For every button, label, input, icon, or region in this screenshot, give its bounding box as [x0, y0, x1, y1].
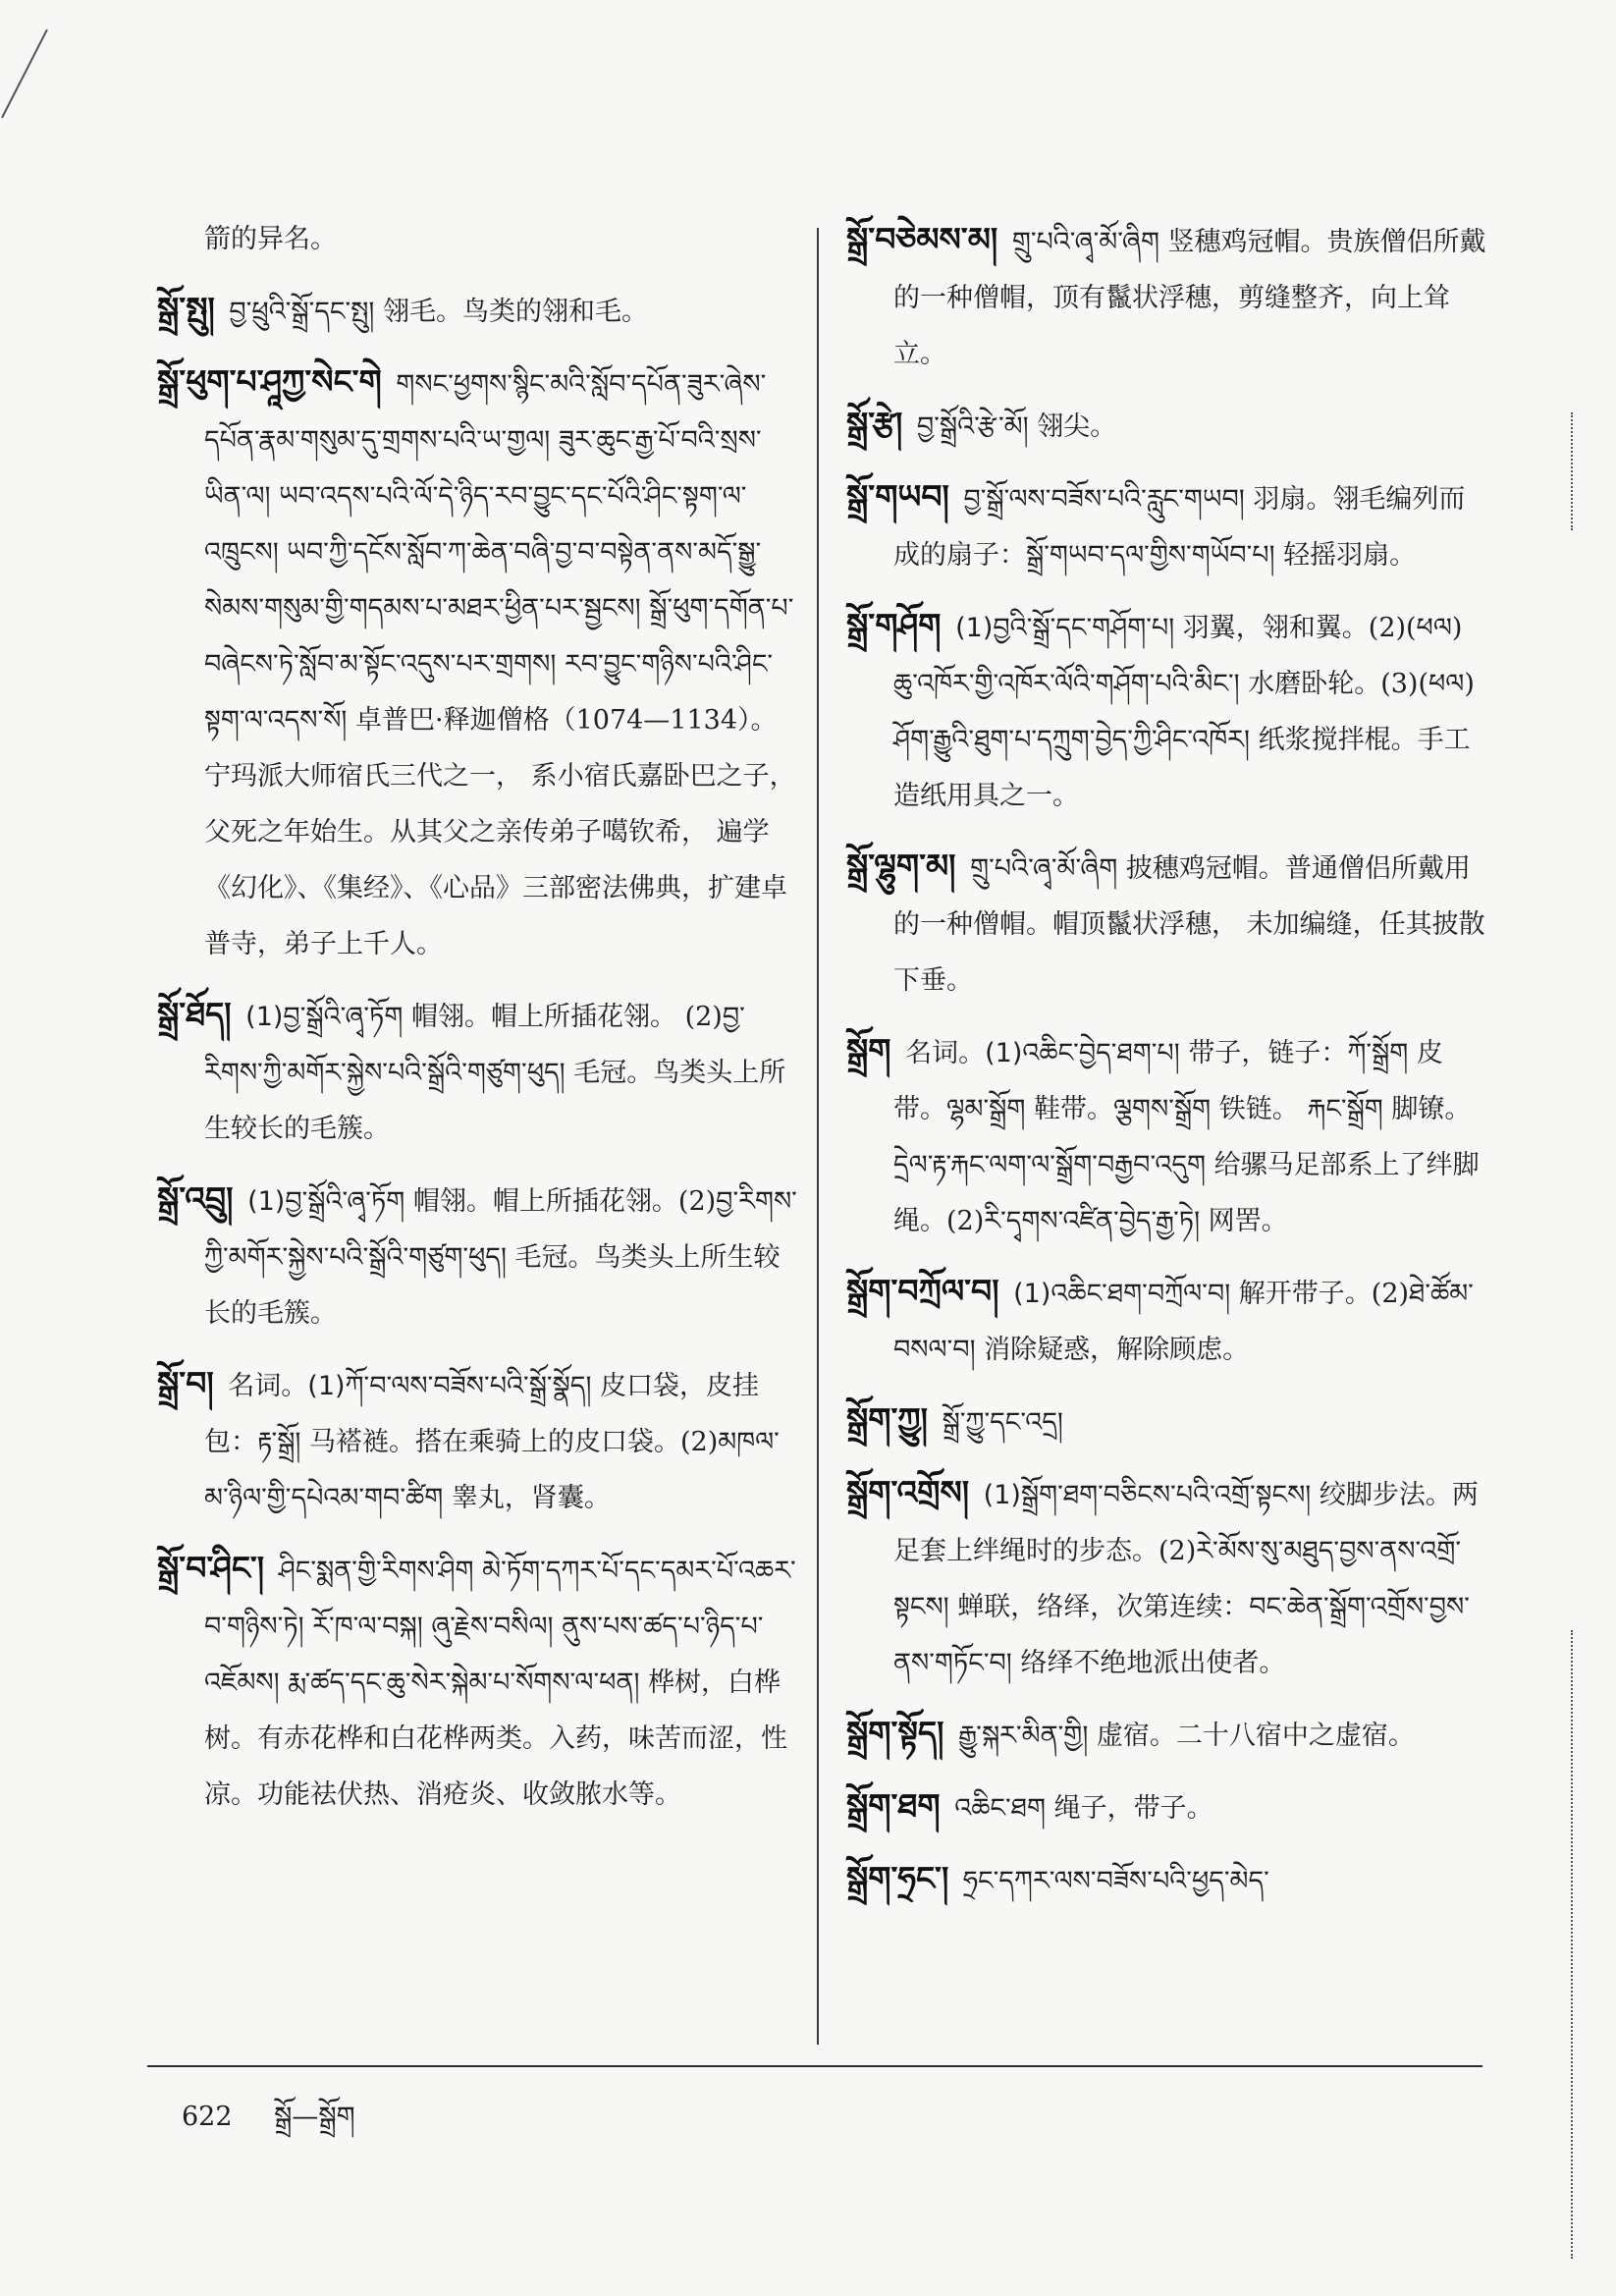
- tibetan-definition: གསང་ཕྱགས་སྙིང་མའི་སློབ་དཔོན་ཟུར་ཞེས་དཔོན་རྣམ་གསུམ་དུ་གྲགས་པའི་ཡ་གྱལ། ཟུར་ཆུང་རྒྱ་པོ་བའི་སྲས་ཡིན་ལ། ཡབ་འདས་པའི་ལོ་དེ་ཉིད་རབ་བྱུང་དང་པོའི་ཤིང་སྟག་ལ་འཁྲུངས། ཡབ་ཀྱི་དངོས་སློབ་ཀ་ཆེན་བཞི་བྱ་བ་བསྟེན་ནས་མདོ་སྒྱུ་སེམས་གསུམ་གྱི་གདམས་པ་མཐར་ཕྱིན་པར་སྦྱངས། སྒྲོ་ཕུག་དགོན་པ་བཞེངས་ཏེ་སློབ་མ་སྟོང་འདུས་པར་གྲགས། རབ་བྱུང་གཉིས་པའི་ཤིང་སྟག་ལ་འདས་སོ།: [204, 369, 794, 736]
- headword: སྒྲོག་སྟོད།: [846, 1714, 944, 1752]
- tibetan-definition: གྲུ་པའི་ཞྭ་མོ་ཞིག: [1011, 227, 1159, 257]
- column-divider: [817, 228, 819, 2045]
- headword: སྒྲོག་ཀྱུ།: [846, 1400, 928, 1439]
- chinese-definition: 羽扇。翎毛编列而成的扇子：སྒྲོ་གཡབ་དལ་གྱིས་གཡོབ་པ། 轻摇羽扇。: [893, 484, 1466, 571]
- dictionary-entry: [846, 211, 1489, 382]
- dictionary-entry: [846, 1705, 1489, 1764]
- chinese-definition: 帽翎。帽上所插花翎。 (2)བྱ་རིགས་ཀྱི་མགོར་སྐྱེས་པའི་སྒྲོའི་གཙུག་ཕུད། 毛冠。鸟类头上所生较长的毛簇。: [204, 1002, 786, 1144]
- chinese-definition: 桦树，白桦树。有赤花桦和白花桦两类。入药，味苦而涩，性凉。功能祛伏热、消疮炎、收敛脓水等。: [204, 1667, 787, 1810]
- headword: སྒྲོག་འགྲོས།: [846, 1473, 970, 1511]
- chinese-definition: 卓普巴·释迦僧格（1074—1134）。宁玛派大师宿氏三代之一， 系小宿氏嘉卧巴之子，父死之年始生。从其父之亲传弟子噶钦希， 遍学《幻化》、《集经》、《心品》三部密法佛典，扩建卓普寺，弟子上千人。: [204, 705, 796, 959]
- tibetan-definition: (1)བྱ་སྒྲོའི་ཞྭ་ཏོག: [245, 1002, 404, 1032]
- tibetan-definition: ཧྲང་དཀར་ལས་བཟོས་པའི་ཕྱད་མེད་: [962, 1866, 1269, 1896]
- tibetan-definition: བྱ་སྒྲོའི་རྩེ་མོ།: [916, 411, 1029, 442]
- headword: སྒྲོ་བ།: [157, 1364, 214, 1402]
- headword: སྒྲོ་ལྷུག་མ།: [846, 847, 956, 885]
- right-column: [846, 211, 1489, 1923]
- dictionary-entry: [846, 1263, 1489, 1378]
- chinese-definition: 带子，链子：ཀོ་སྒྲོག 皮带。ལྷམ་སྒྲོག 鞋带。ལྕགས་སྒྲོག 铁链。 རྐང་སྒྲོག 脚镣。 དྲེལ་རྟ་རྐང་ལག་ལ་སྒྲོག་བརྒྱབ་འདུག 给骡马足部系上了绊脚绳。(2)རི་དྭགས་འཛིན་བྱེད་རྒྱ་ཏེ། 网罟。: [893, 1038, 1480, 1236]
- headword: སྒྲོ་ཕུག་པ་ཤཱཀྱ་སེང་གེ: [157, 362, 382, 401]
- dictionary-entry: [846, 1392, 1489, 1450]
- headword: སྒྲོ་གཡབ།: [846, 477, 949, 516]
- tibetan-definition: 名词。(1)ཀོ་བ་ལས་བཟོས་པའི་སྒྲོ་སྣོད།: [228, 1371, 592, 1401]
- chinese-definition: 虚宿。二十八宿中之虚宿。: [1096, 1721, 1415, 1751]
- tibetan-definition: ཤིང་སྨན་གྱི་རིགས་ཤིག མེ་ཏོག་དཀར་པོ་དང་དམར་པོ་འཆར་བ་གཉིས་ཏེ། རོ་ཁ་ལ་བསྐ། ཞུ་རྗེས་བསིལ། ནུས་པས་ཚད་པ་ཉིད་པ་འཇོམས། རྨ་ཚད་དང་ཆུ་སེར་སྐེམ་པ་སོགས་ལ་ཕན།: [204, 1556, 796, 1698]
- tibetan-definition: (1)བྱའི་སྒྲོ་དང་གཤོག་པ།: [955, 613, 1175, 643]
- chinese-definition: 翎毛。鸟类的翎和毛。: [382, 297, 648, 327]
- page-number: 622: [182, 2102, 233, 2132]
- dictionary-entry: [157, 1540, 800, 1823]
- dictionary-entry: [157, 986, 800, 1157]
- headword: སྒྲོ་གཤོག: [846, 606, 942, 644]
- dictionary-entry: [157, 281, 800, 340]
- headword: སྒྲོ་འབྲུ།: [157, 1179, 234, 1218]
- headword: སྒྲོ་རྩེ།: [846, 405, 903, 443]
- chinese-definition: 羽翼，翎和翼。(2)(ཕལ) ཆུ་འཁོར་གྱི་འཁོར་ལོའི་གཤོག་པའི་མིང་། 水磨卧轮。(3)(ཕལ) ཤོག་རྒྱུའི་ཐུག་པ་དཀྲུག་བྱེད་ཀྱི་ཤིང་འཁོར། 纸浆搅拌棍。手工造纸用具之一。: [893, 613, 1475, 811]
- scan-edge-dots-bottom: [1571, 1630, 1583, 2259]
- headword: སྒྲོ་བ་ཤིང་།: [157, 1549, 265, 1587]
- chinese-definition: 解开带子。(2)ཐེ་ཚོམ་བསལ་བ། 消除疑惑，解除顾虑。: [893, 1279, 1474, 1365]
- chinese-definition: 披穗鸡冠帽。普通僧侣所戴用的一种僧帽。帽顶鬣状浮穗， 未加编缝，任其披散下垂。: [893, 853, 1485, 996]
- tibetan-definition: (1)བྱ་སྒྲོའི་ཞྭ་ཏོག: [247, 1186, 405, 1217]
- headword: སྒྲོ་ཐོད།: [157, 995, 232, 1033]
- dictionary-entry: [846, 838, 1489, 1009]
- chinese-definition: 绞脚步法。两足套上绊绳时的步态。(2)རེ་མོས་སུ་མཐུད་བྱས་ནས་འགྲོ་སྟངས། 蝉联，络绎，次第连续：བང་ཆེན་སྒྲོག་འགྲོས་བྱས་ནས་གཏོང་བ། 络绎不绝地派出使者。: [893, 1480, 1479, 1678]
- headword: སྒྲོག་ཐག: [846, 1786, 941, 1825]
- dictionary-entry: [846, 1022, 1489, 1249]
- dictionary-entry: [846, 468, 1489, 583]
- scan-edge-dots-top: [1571, 412, 1583, 530]
- dictionary-entry: [157, 1355, 800, 1526]
- dictionary-entry: [157, 354, 800, 972]
- tibetan-definition: གྲུ་པའི་ཞྭ་མོ་ཞིག: [970, 853, 1118, 884]
- dictionary-entry: [846, 1777, 1489, 1836]
- dictionary-entry: [846, 1464, 1489, 1691]
- dictionary-entry: [846, 1850, 1489, 1909]
- dictionary-entry: [157, 1171, 800, 1341]
- dictionary-entry: [157, 211, 800, 267]
- left-column: [157, 211, 800, 1836]
- chinese-definition: 帽翎。帽上所插花翎。(2)བྱ་རིགས་ཀྱི་མགོར་སྐྱེས་པའི་སྒྲོའི་གཙུག་ཕུད། 毛冠。鸟类头上所生较长的毛簇。: [204, 1186, 797, 1329]
- headword: སྒྲོག་ཧྲང་།: [846, 1859, 949, 1897]
- page-range: སྒྲོ—སྒྲོག: [274, 2102, 355, 2132]
- chinese-definition: 竖穗鸡冠帽。贵族僧侣所戴的一种僧帽，顶有鬣状浮穗，剪缝整齐，向上耸立。: [893, 227, 1486, 369]
- tibetan-definition: (1)འཆིང་ཐག་བཀྲོལ་བ།: [1013, 1279, 1231, 1309]
- tibetan-definition: 名词。(1)འཆིང་བྱེད་ཐག་པ།: [905, 1038, 1180, 1068]
- dictionary-entry: [846, 396, 1489, 455]
- footer-rule: [147, 2065, 1482, 2067]
- dictionary-entry: [846, 597, 1489, 824]
- chinese-definition: 绳子，带子。: [1053, 1793, 1213, 1824]
- headword: སྒྲོ་སྤུ།: [157, 290, 215, 328]
- chinese-definition: 翎尖。: [1037, 411, 1117, 442]
- headword: སྒྲོག་བཀྲོལ་བ།: [846, 1272, 999, 1310]
- headword: སྒྲོག: [846, 1031, 891, 1069]
- tibetan-definition: བྱ་སྒྲོ་ལས་བཟོས་པའི་རླུང་གཡབ།: [963, 484, 1245, 515]
- page-footer: [182, 2087, 389, 2161]
- tibetan-definition: རྒྱུ་སྐར་མིན་གྱི།: [958, 1721, 1089, 1751]
- tibetan-definition: བྱ་ཕྲུའི་སྒྲོ་དང་སྤུ།: [229, 297, 375, 327]
- chinese-definition: 皮口袋，皮挂包：རྟ་སྒྲོ། 马褡裢。搭在乘骑上的皮口袋。(2)མཁལ་མ་ཉིལ་གྱི་དཔེའམ་གབ་ཚིག 睾丸，肾囊。: [204, 1371, 780, 1513]
- tibetan-definition: སྒྲོ་ཀྱུ་དང་འདྲ།: [942, 1407, 1063, 1438]
- chinese-definition: 箭的异名。: [204, 224, 337, 254]
- headword: སྒྲོ་བཅེམས་མ།: [846, 220, 998, 258]
- scan-edge-mark: [0, 29, 59, 128]
- tibetan-definition: (1)སྒྲོག་ཐག་བཅིངས་པའི་འགྲོ་སྟངས།: [983, 1480, 1312, 1510]
- tibetan-definition: འཆིང་ཐག: [954, 1793, 1047, 1824]
